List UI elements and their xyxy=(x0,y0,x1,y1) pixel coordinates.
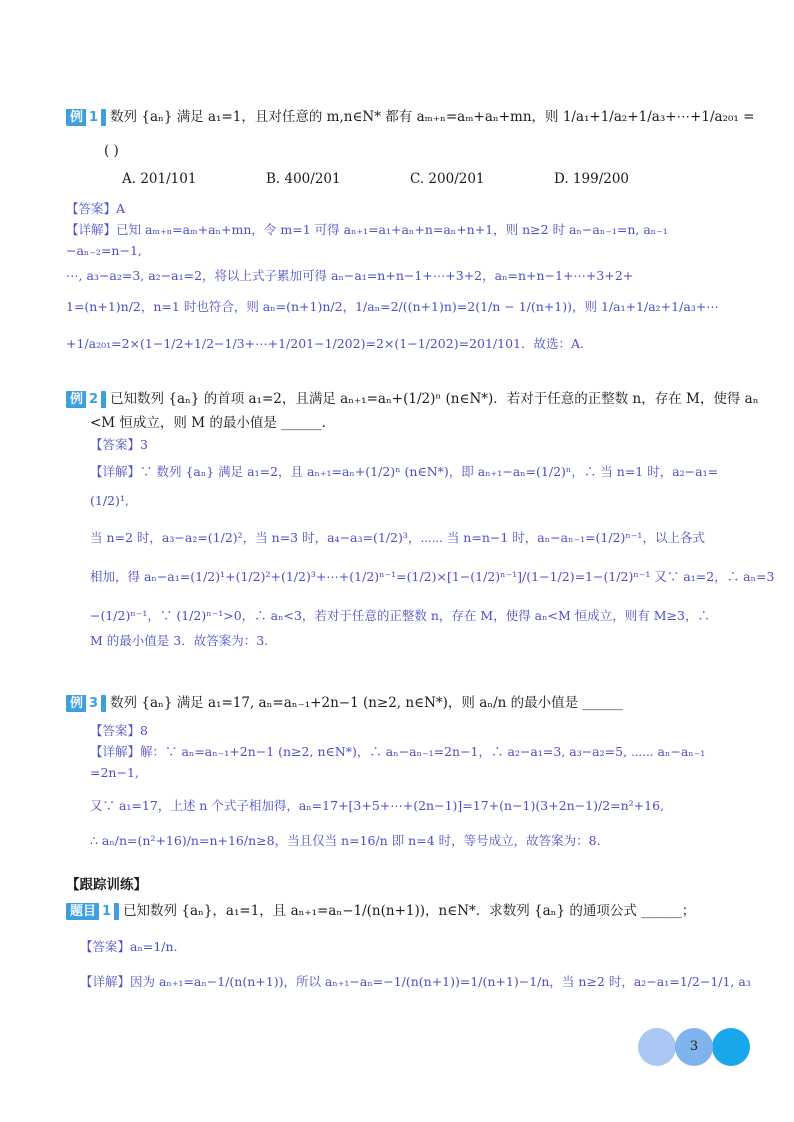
detail-line: −(1/2)ⁿ⁻¹，∵ (1/2)ⁿ⁻¹>0，∴ aₙ<3，若对于任意的正整数 n，存在 M，使得 aₙ<M 恒成立，则有 M≥3，∴ xyxy=(90,608,710,623)
example-3-question-line xyxy=(66,692,736,714)
section-title: 【跟踪训练】 xyxy=(66,877,147,893)
detail-line: M 的最小值是 3．故答案为：3. xyxy=(90,633,269,648)
answer-label: 【答案】A xyxy=(66,201,126,216)
detail-line: 又∵ a₁=17，上述 n 个式子相加得，aₙ=17+[3+5+⋯+(2n−1)]=17+(n−1)(3+2n−1)/2=n²+16, xyxy=(90,798,665,813)
training-question-line xyxy=(66,900,736,922)
answer-label: 【答案】8 xyxy=(90,723,148,738)
example-3-question: 数列 {aₙ} 满足 a₁=17, aₙ=aₙ₋₁+2n−1 (n≥2, n∈N*)，则 aₙ/n 的最小值是 ______ xyxy=(110,695,623,711)
page-number: 3 xyxy=(689,1039,699,1054)
example-1-question-line xyxy=(66,106,755,128)
answer-label: 【答案】aₙ=1/n. xyxy=(80,939,178,954)
option-a: A. 201/101 xyxy=(122,171,197,187)
example-2 xyxy=(66,388,775,651)
detail-line: +1/a₂₀₁=2×(1−1/2+1/2−1/3+⋯+1/201−1/202)=2×(1−1/202)=201/101．故选：A. xyxy=(66,336,584,351)
example-3 xyxy=(66,692,736,851)
example-tag: 例 1 xyxy=(66,109,106,126)
detail-line: 【详解】因为 aₙ₊₁=aₙ−1/(n(n+1))，所以 aₙ₊₁−aₙ=−1/(n(n+1))=1/(n+1)−1/n，当 n≥2 时，a₂−a₁=1/2−1/1, a₃ xyxy=(80,974,751,989)
option-d: D. 199/200 xyxy=(554,171,630,187)
example-1 xyxy=(66,106,755,354)
training-question: 已知数列 {aₙ}，a₁=1，且 aₙ₊₁=aₙ−1/(n(n+1))，n∈N*．求数列 {aₙ} 的通项公式 ______； xyxy=(123,903,696,919)
answer-paren: ( ) xyxy=(104,143,119,159)
example-2-question: 已知数列 {aₙ} 的首项 a₁=2，且满足 aₙ₊₁=aₙ+(1/2)ⁿ (n∈N*)．若对于任意的正整数 n，存在 M，使得 aₙ xyxy=(110,391,759,407)
option-b: B. 400/201 xyxy=(266,171,341,187)
decor-circle xyxy=(638,1028,676,1066)
training-problem-1 xyxy=(66,900,751,992)
example-1-question: 数列 {aₙ} 满足 a₁=1，且对任意的 m,n∈N* 都有 aₘ₊ₙ=aₘ+aₙ+mn，则 1/a₁+1/a₂+1/a₃+⋯+1/a₂₀₁ = xyxy=(110,109,755,125)
detail-line: 【详解】解：∵ aₙ=aₙ₋₁+2n−1 (n≥2, n∈N*)，∴ aₙ−aₙ₋₁=2n−1，∴ a₂−a₁=3, a₃−a₂=5, ⋯⋯ aₙ−aₙ₋₁ xyxy=(90,744,706,759)
detail-line: 【详解】∵ 数列 {aₙ} 满足 a₁=2，且 aₙ₊₁=aₙ+(1/2)ⁿ (n∈N*)，即 aₙ₊₁−aₙ=(1/2)ⁿ，∴ 当 n=1 时，a₂−a₁= xyxy=(90,464,719,479)
detail-line: ⋯, a₃−a₂=3, a₂−a₁=2，将以上式子累加可得 aₙ−a₁=n+n−1+⋯+3+2，aₙ=n+n−1+⋯+3+2+ xyxy=(66,268,634,283)
page-number-badge xyxy=(638,1028,750,1066)
options-row xyxy=(122,166,736,192)
detail-line: −aₙ₋₂=n−1, xyxy=(66,243,142,258)
detail-line: 【详解】已知 aₘ₊ₙ=aₘ+aₙ+mn，令 m=1 可得 aₙ₊₁=a₁+aₙ+n=aₙ+n+1，则 n≥2 时 aₙ−aₙ₋₁=n, aₙ₋₁ xyxy=(66,222,668,237)
problem-tag: 题目 1 xyxy=(66,903,119,920)
detail-line: ∴ aₙ/n=(n²+16)/n=n+16/n≥8，当且仅当 n=16/n 即 n=4 时，等号成立，故答案为：8. xyxy=(90,833,601,848)
decor-circle xyxy=(712,1028,750,1066)
answer-label: 【答案】3 xyxy=(90,437,148,452)
example-2-question-line xyxy=(66,388,759,410)
detail-line: =2n−1, xyxy=(90,765,139,780)
detail-line: 1=(n+1)n/2，n=1 时也符合，则 aₙ=(n+1)n/2，1/aₙ=2/((n+1)n)=2(1/n − 1/(n+1))，则 1/a₁+1/a₂+1/a₃+⋯ xyxy=(66,299,719,314)
example-2-question-2: <M 恒成立，则 M 的最小值是 ______. xyxy=(90,415,326,431)
detail-line: 相加，得 aₙ−a₁=(1/2)¹+(1/2)²+(1/2)³+⋯+(1/2)ⁿ⁻¹=(1/2)×[1−(1/2)ⁿ⁻¹]/(1−1/2)=1−(1/2)ⁿ⁻¹ 又∵ a₁=2，∴ aₙ=3 xyxy=(90,569,775,584)
example-tag: 例 2 xyxy=(66,391,106,408)
detail-line: (1/2)¹, xyxy=(90,493,129,508)
option-c: C. 200/201 xyxy=(410,171,485,187)
example-tag: 例 3 xyxy=(66,695,106,712)
detail-line: 当 n=2 时，a₃−a₂=(1/2)²，当 n=3 时，a₄−a₃=(1/2)³，⋯⋯ 当 n=n−1 时，aₙ−aₙ₋₁=(1/2)ⁿ⁻¹，以上各式 xyxy=(90,530,705,545)
